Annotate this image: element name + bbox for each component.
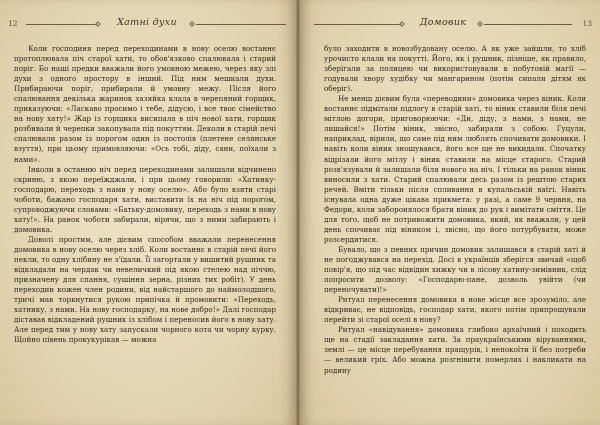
left-page [0,0,296,425]
right-running-header [314,17,592,31]
paragraph: Бувало, що з певних причин домовик залишався в старій хаті й не погоджувався на перехід. Досі в українців зберігся звичай «щоб повір'я, що під час відвідин хижку чи в лісову хатину-зимівник, слід попросити дозволу: «Господарю-пане, дозволь увійти (чи переночувати)!» [324,244,586,295]
header-rule [484,24,572,25]
paragraph: Ритуал «навідування» домовика глибоко архаїчний і походить ще на стадії закладання хати. За праукраїнськими віруваннями, землі — це місце перебування пращурів, і непокоїти її без потреби — великий гріх. Або можна розгнівити померлих і накликати на родину [324,325,586,375]
paragraph: було заходити в новозбудовану оселю. А як уже зайшли, то хліб урочисто клали на покутті. Його, як і рушник, пізніше, як правило, зберігали за полицею чи використовували в побутовій магії — годували хвору худібку чи мангарином (потім сипали дітям як оберіг). [324,44,586,94]
header-rule [26,24,96,25]
paragraph: Ритуал перенесення домовика в нове місце все зрозуміло, але відкриває, не відповідь, господар хати, якого потім припрошували перейти зі старої оселі в нову? [324,295,586,325]
left-body-text [14,44,276,345]
paragraph: Інколи в останню ніч перед переходинами залишали відчинено скриню, з якою переїжджали, і при цьому говорили: «Хатинку-господарю, переходь з нами у нову оселю». Або було взяти старі чоботи, бажано господаря хати, виставити їх на ніч під порогом, супроводжуючи словами: «Батьку-домовику, переходь з нами в нову хату!». На ранок чоботи забирали, вірячи, що з ними забирають і домовика. [14,164,276,234]
header-rule [314,24,400,25]
left-page-number: 12 [8,19,18,28]
paragraph: Коли господиня перед переходинами в нову оселю востаннє протоплювала піч старої хати, то обов'язково спалювала і старий поріг. Бо наші предки вважали його умовною межею, через яку злі духи з одного простору в інший. Під ним мешкали духи. Прибираючи поріг, прибирали й умовну межу. Після його спалювання декілька жаринок хазяйка клала в черепяний горщик, приказуючи: «Ласкаво просимо і тебе, дідусю, і все твоє сімейство на нову хату!» Жар із горщика висипала в піч нової хати, горщик розбивали й черепки закопувала під покуттям. Деколи в старій печі спалювали разом із порогом один із постолів (плетене селянське взуття), при цьому примовляючи: «Ось тобі, діду, сани, поїхали з нами». [14,44,276,164]
left-running-header [8,17,286,31]
paragraph: Не менш дієвим була «переводини» домовика через віник. Коли востаннє підмітали підлогу в старій хаті, то віник ставили біля печі мітлою догори, приговорюючи: «Ди, діду, з нами, з нами, не лишайся!» Потім віник, звісно, забирали з собою. Гуцули, наприклад, вірили, що саме під ним люблять спочивати домовики. І навіть коли віник зношувався, його все ще не викидали. Спочатку відрізали його мітлу і віник ставили на місце старого. Старий розв'язували й залишали біля нового на ніч. І тільки на ранок віник виносили з хати. Старий спалювали десь разом із рештою старих речей. Вміти тільки після спливання в купальській вatrі. Навіть існувала одна дуже цікава прикмета: у разі, а саме 9 червня, на Федори, коли заборонялося брати віник до рук і вимітати сміття. Це для того, щоб не потривожити домовика, який, як вважали, у цей день спочиває під віником і, звісно, що його потурбувати, може розсердитися. [324,94,586,244]
header-ornament [477,21,483,27]
right-page-number: 13 [582,19,592,28]
header-ornament [399,21,405,27]
right-page [300,0,600,425]
right-body-text [324,44,586,376]
left-running-title: Хатні духи [117,17,177,28]
header-ornament [95,21,101,27]
right-running-title: Домовик [419,17,467,28]
header-rule [196,24,286,25]
header-ornament [189,21,195,27]
paragraph: Доволі простим, але дієвим способом вважали перенесення домовика в нову оселю через хліб. Коли востаннє в старій печі його пекли, то одну хлібину не з'їдали. Її загортали у вишитий рушник та відкладали на чердак чи невеличкий під якою стелею над піччю, призначену для спання, сушіння зерна, різних тих робіт). У день переходин кожен член родини, від найстаршого до наймолодшого, тричі мав торкнутися рукою припічка й промовити: «Переходь, хатнику, з нами. На нову господарку, на нове добро!» Далі господар діставав відкладений рушник із хлібом і переносив його в нову хату. Але перед тим у нову хату запускали чорного кота чи чорну курку. Щойно півень прокукурікав — можна [14,234,276,345]
